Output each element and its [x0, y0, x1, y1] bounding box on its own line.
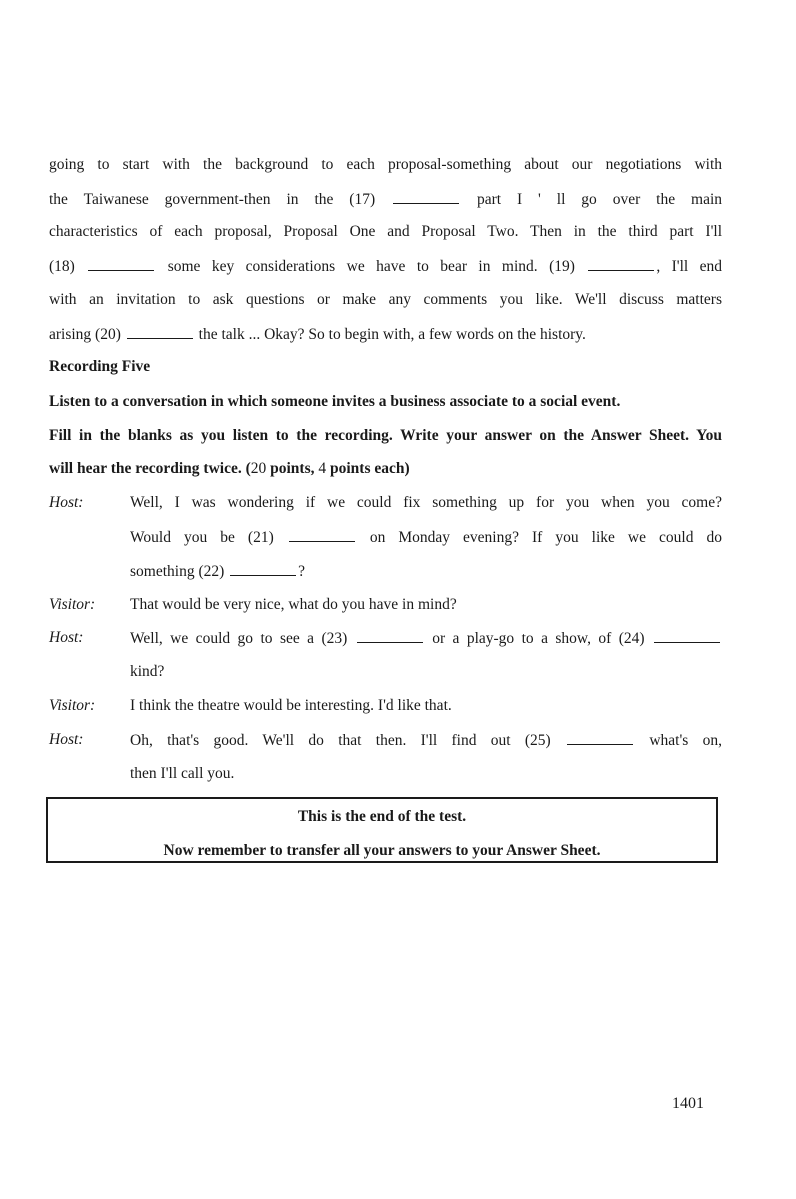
dialogue-text: Oh, that's good. We'll do that then. I'll find out (25)	[130, 732, 551, 749]
dialogue-line: Well, I was wondering if we could fix something up for you when you come?	[130, 494, 722, 511]
dialogue-line	[130, 561, 722, 582]
dialogue-line: I think the theatre would be interesting. I'd like that.	[130, 697, 452, 714]
dialogue-text: what's on,	[649, 732, 722, 749]
dialogue-text: ?	[298, 563, 306, 580]
speaker-host: Host:	[49, 494, 84, 511]
speaker-host: Host:	[49, 731, 84, 748]
points-total: 20	[250, 460, 267, 477]
dialogue-line	[130, 527, 722, 548]
paragraph-text: the Taiwanese government-then in the (17)	[49, 191, 376, 208]
answer-blank-23	[357, 628, 423, 643]
transfer-reminder-text: Now remember to transfer all your answers to your Answer Sheet.	[163, 842, 601, 859]
dialogue-text: Would you be (21)	[130, 529, 274, 546]
instruction-line	[49, 459, 722, 479]
paragraph-line	[49, 256, 722, 277]
answer-blank-19	[588, 256, 654, 271]
paragraph-text: arising (20)	[49, 326, 121, 343]
dialogue-line: kind?	[130, 663, 165, 680]
instruction-line: Listen to a conversation in which someone invites a business associate to a social event.	[49, 393, 621, 410]
instruction-text: points,	[266, 460, 319, 477]
end-of-test-text: This is the end of the test.	[297, 808, 467, 825]
answer-blank-21	[289, 527, 355, 542]
answer-blank-18	[88, 256, 154, 271]
instruction-text: will hear the recording twice. (	[49, 460, 251, 477]
speaker-visitor: Visitor:	[49, 697, 96, 714]
paragraph-text: , I'll end	[656, 258, 723, 275]
section-heading: Recording Five	[49, 358, 151, 375]
paragraph-text: the talk ... Okay? So to begin with, a few words on the history.	[198, 326, 586, 343]
paragraph-text: (18)	[49, 258, 75, 275]
speaker-host: Host:	[49, 629, 84, 646]
paragraph-text: part I ' ll go over the main	[476, 191, 723, 208]
paragraph-line: characteristics of each proposal, Proposal One and Proposal Two. Then in the third part I'll	[49, 223, 722, 240]
paragraph-text: some key considerations we have to bear in mind. (19)	[167, 258, 575, 275]
dialogue-line	[130, 730, 722, 751]
dialogue-line: then I'll call you.	[130, 765, 235, 782]
dialogue-text: or a play-go to a show, of (24)	[432, 630, 645, 647]
end-of-test-box	[46, 797, 718, 863]
dialogue-text: Well, we could go to see a (23)	[130, 630, 348, 647]
page-number: 1401	[672, 1095, 704, 1112]
speaker-visitor: Visitor:	[49, 596, 96, 613]
answer-blank-22	[230, 561, 296, 576]
points-each: 4	[318, 460, 327, 477]
dialogue-text: on Monday evening? If you like we could do	[369, 529, 722, 546]
instruction-line: Fill in the blanks as you listen to the recording. Write your answer on the Answer Sheet. You	[49, 427, 722, 444]
paragraph-line: with an invitation to ask questions or make any comments you like. We'll discuss matters	[49, 291, 722, 308]
answer-blank-17	[393, 189, 459, 204]
instruction-text: points each)	[326, 460, 410, 477]
paragraph-line	[49, 324, 722, 345]
answer-blank-20	[127, 324, 193, 339]
paragraph-line: going to start with the background to each proposal-something about our negotiations with	[49, 156, 722, 173]
paragraph-line	[49, 189, 722, 210]
dialogue-text: something (22)	[130, 563, 225, 580]
dialogue-line: That would be very nice, what do you have in mind?	[130, 596, 457, 613]
answer-blank-24	[654, 628, 720, 643]
answer-blank-25	[567, 730, 633, 745]
dialogue-line	[130, 628, 722, 649]
